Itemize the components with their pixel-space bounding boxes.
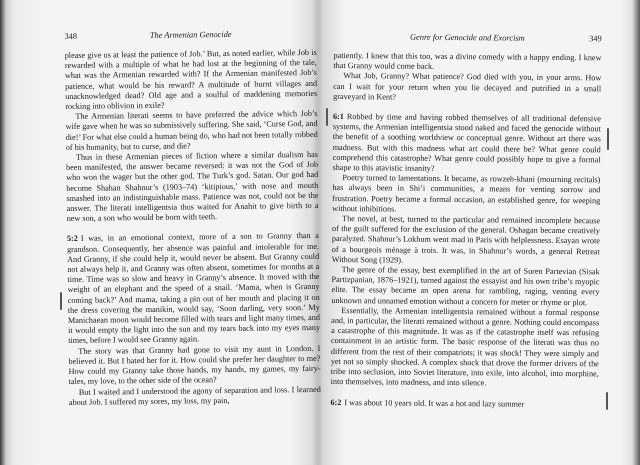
section-number: 5:2	[66, 234, 78, 244]
running-head: Genre for Genocide and Exorcism	[409, 32, 525, 43]
paragraph: What Job, Granny? What patience? God died with you, in your arms. How can I wait for your return when you lie decayed and putrified in a small graveyard in Kent?	[333, 71, 602, 102]
right-page	[330, 0, 602, 465]
left-page-body	[65, 48, 321, 408]
paragraph: Essentially, the Armenian intelligentsia remained without a formal response and, in particular, the literati remained without a genre. Nothing could encompass a catastrophe of this magnitude. It was as if the catastrophe itself was refusing containment in an artistic form. The basic response of the literati was thus no different from the rest of their compatriots; it was shock! They were simply and yet not so simply shocked. A complex shock that drove the former drivers of the tribe into seclusion, into Soviet literature, into exile, into alcohol, into morphine, into themselves, into madness, and into silence.	[330, 305, 600, 388]
right-page-header	[334, 32, 602, 43]
paragraph: patiently. I knew that this too, was a divine comedy with a happy ending. I knew that Granny would come back.	[333, 50, 602, 72]
section-text: I was about 10 years old. It was a hot and lazy summer	[344, 397, 525, 409]
paragraph: The Armenian literati seems to have preferred the advice which Job’s wife gave when he was so submissively suffering. She said, ‘Curse God, and die!’ For what else could a human being do, who had not been totally robbed of his humanity, but to curse, and die?	[65, 109, 318, 152]
paragraph: The story was that Granny had gone to visit my aunt in London. I believed it. But I hated her for it. How could she prefer her daughter to me? How could my Granny take those hands, my hands, my games, my fairy-tales, my love, to the other side of the ocean?	[68, 343, 321, 387]
section-paragraph	[67, 231, 320, 346]
section-text: Robbed by time and having robbed themselves of all traditional defensive systems, the Armenian intelligentsia stood naked and faced the genocide without the benefit of a soothing worldview or conceptual genre. Without art there was madness. But with this madness what art could there be? What genre could comprehend this catastrophe? What genre could possibly hope to give a formal shape to this atavistic insanity?	[332, 112, 602, 173]
left-page	[64, 0, 322, 465]
pencil-margin-mark	[606, 392, 608, 410]
section-paragraph	[330, 397, 598, 410]
paragraph: But I waited and I understood the agony of separation and loss. I learned about Job. I suffered my sores, my loss, my pain,	[68, 384, 321, 407]
running-head: The Armenian Genocide	[149, 29, 232, 40]
pencil-margin-mark	[326, 108, 328, 126]
page-number: 348	[64, 31, 78, 41]
paragraph: The genre of the essay, best exemplified in the art of Suren Partevian (Sisak Partizpanian, 1876–1921), turned against the essayist and his own tribe’s myopic elite. The essay became an open arena for rambling, raging, venting every unknown and unnamed emotion without a concern for meter or rhyme or plot.	[331, 265, 600, 307]
paragraph: Thus in these Armenian pieces of fiction where a similar dualism has been manifested, the answer became reversed: it was not the God of Job who won the wager but the other god. The Turk’s god. Satan. Our god had become Shahan Shahnur’s (1903–74) ‘kitipious,’ with nose and mouth smashed into an indistinguishable mass. Patience was not, could not be the answer. The literati intelligentsia thus waited for Anahit to give birth to a new son, a son who would be born with teeth.	[65, 149, 319, 224]
section-number: 6:2	[330, 397, 342, 407]
section-text: I was, in an emotional context, more of a son to Granny than a grandson. Consequently, her absence was painful and intolerable for me. And Granny, if she could help it, would never be absent. But Granny could not always help it, and Granny was often absent, sometimes for months at a time. Time was so slow and heavy in Granny’s absence. It moved with the weight of an elephant and the speed of a snail. ‘Mama, when is Granny coming back?’ And mama, taking a pin out of her mouth and placing it on the dress covering the manikin, would say, ‘Soon darling, very soon.’ My Manichaean moon would become filled with tears and light many times, and it would empty the light into the sun and my tears back into my eyes many times, before I would see Granny again.	[66, 231, 321, 346]
page-number: 349	[589, 34, 602, 44]
left-page-header	[64, 29, 316, 41]
section-number: 6:1	[332, 112, 344, 122]
paragraph: The novel, at best, turned to the particular and remained incomplete because of the guilt suffered for the exclusion of the general. Oshagan became creatively paralyzed. Shahnur’s Lokhum went mad in Paris with helplessness. Esayan wrote of a bourgeois ménage à trois. It was, in Shahnur’s words, a general Retreat Without Song (1929).	[331, 214, 601, 265]
paragraph: Poetry turned to lamentations. It became, as rowzeh-khani (mourning recitals) has always been in Shi’i communities, a means for venting sorrow and frustration. Poetry became a formal occasion, an established genre, for weeping without inhibitions.	[332, 173, 601, 214]
section-paragraph	[332, 112, 601, 176]
paragraph: please give us at least the patience of Job.’ But, as noted earlier, while Job is rewarded with a multiple of what he had lost at the beginning of the tale, what was the Armenian rewarded with? If the Armenian manifested Job’s patience, what would be his reward? A multitude of burnt villages and unacknowledged dead? Old age and a soulful of maddening memories rocking into oblivion in exile?	[64, 47, 318, 112]
pencil-margin-mark	[60, 292, 62, 310]
right-page-body	[330, 51, 601, 410]
pencil-margin-mark	[607, 128, 609, 150]
